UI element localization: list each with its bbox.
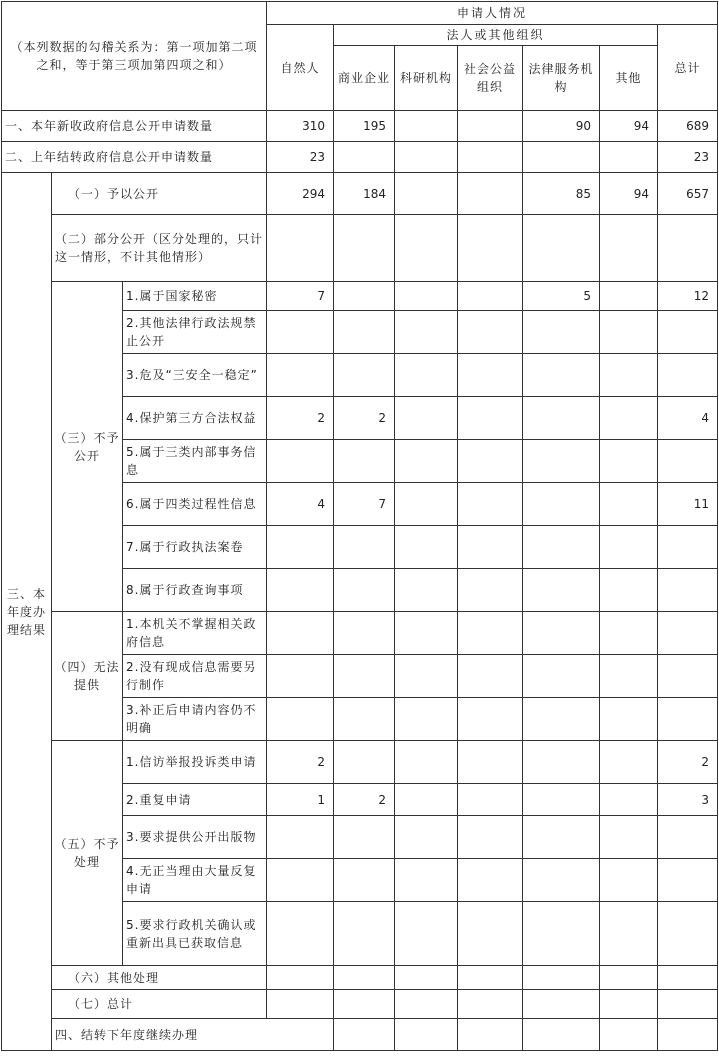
cell-value: 11 [658, 483, 718, 526]
cell-value [600, 526, 658, 569]
row-label: 二、上年结转政府信息公开申请数量 [2, 142, 267, 173]
cell-value [658, 612, 718, 655]
cell-value [523, 311, 600, 354]
cell-value [334, 354, 395, 397]
cell-value [523, 569, 600, 612]
cell-value: 94 [600, 111, 658, 142]
cell-value [658, 902, 718, 966]
cell-value [658, 698, 718, 741]
cell-value [395, 966, 458, 990]
cell-value [395, 698, 458, 741]
cell-value [600, 990, 658, 1019]
cell-value [458, 784, 523, 816]
cell-value [334, 655, 395, 698]
header-legal-person-group: 法人或其他组织 [334, 25, 658, 46]
cell-value [658, 1019, 718, 1051]
cell-value [523, 483, 600, 526]
row-label: 4.无正当理由大量反复申请 [123, 859, 267, 902]
row-label: 4.保护第三方合法权益 [123, 397, 267, 440]
cell-value [658, 569, 718, 612]
cell-value [523, 990, 600, 1019]
row-label: 5.要求行政机关确认或重新出具已获取信息 [123, 902, 267, 966]
cell-value [334, 966, 395, 990]
cell-value [600, 741, 658, 784]
cell-value [334, 990, 395, 1019]
cell-value: 2 [267, 397, 334, 440]
cell-value [395, 397, 458, 440]
cell-value [600, 282, 658, 311]
cell-value [458, 569, 523, 612]
cell-value [458, 816, 523, 859]
cell-value [523, 397, 600, 440]
table-row [2, 173, 718, 215]
cell-value [267, 859, 334, 902]
row-label: （七）总计 [52, 990, 267, 1019]
cell-value [267, 966, 334, 990]
cell-value [334, 902, 395, 966]
group4-label: （四）无法提供 [52, 612, 123, 741]
cell-value [334, 816, 395, 859]
cell-value [334, 142, 395, 173]
cell-value [395, 1019, 458, 1051]
row-label: 6.属于四类过程性信息 [123, 483, 267, 526]
header-total: 总计 [658, 25, 718, 111]
cell-value [523, 1019, 600, 1051]
cell-value: 5 [523, 282, 600, 311]
group5-label: （五）不予处理 [52, 741, 123, 966]
cell-value [395, 569, 458, 612]
cell-value [523, 526, 600, 569]
cell-value [523, 698, 600, 741]
cell-value [458, 282, 523, 311]
cell-value [658, 526, 718, 569]
cell-value: 2 [267, 741, 334, 784]
cell-value [523, 142, 600, 173]
cell-value [458, 440, 523, 483]
cell-value [600, 440, 658, 483]
cell-value [600, 215, 658, 282]
cell-value [334, 440, 395, 483]
cell-value [658, 816, 718, 859]
row-label: 7.属于行政执法案卷 [123, 526, 267, 569]
cell-value [395, 111, 458, 142]
cell-value [458, 526, 523, 569]
cell-value [395, 282, 458, 311]
group3-label: （三）不予公开 [52, 282, 123, 612]
cell-value: 4 [658, 397, 718, 440]
cell-value [658, 440, 718, 483]
cell-value [523, 655, 600, 698]
row-label: 2.没有现成信息需要另行制作 [123, 655, 267, 698]
cell-value: 2 [658, 741, 718, 784]
cell-value: 689 [658, 111, 718, 142]
table-row [2, 966, 718, 990]
cell-value [600, 612, 658, 655]
row-label: 1.本机关不掌握相关政府信息 [123, 612, 267, 655]
cell-value [600, 966, 658, 990]
cell-value [267, 311, 334, 354]
table-row [2, 612, 718, 655]
cell-value [600, 397, 658, 440]
cell-value [267, 215, 334, 282]
cell-value [267, 612, 334, 655]
cell-value [267, 902, 334, 966]
cell-value [600, 1019, 658, 1051]
row-label: 3.补正后申请内容仍不明确 [123, 698, 267, 741]
row-label: 3.危及“三安全一稳定” [123, 354, 267, 397]
cell-value [458, 990, 523, 1019]
cell-value [523, 612, 600, 655]
cell-value [458, 311, 523, 354]
header-legal-service: 法律服务机构 [523, 46, 600, 111]
cell-value: 184 [334, 173, 395, 215]
info-disclosure-table [1, 1, 718, 1051]
header-business: 商业企业 [334, 46, 395, 111]
cell-value [395, 311, 458, 354]
header-applicant-situation: 申请人情况 [267, 2, 718, 25]
table-row [2, 142, 718, 173]
row-label: （二）部分公开（区分处理的，只计这一情形，不计其他情形） [52, 215, 267, 282]
row-label: （一）予以公开 [52, 173, 267, 215]
row-label: 1.信访举报投诉类申请 [123, 741, 267, 784]
cell-value [395, 902, 458, 966]
cell-value: 2 [334, 397, 395, 440]
cell-value [395, 612, 458, 655]
cell-value [395, 142, 458, 173]
cell-value: 4 [267, 483, 334, 526]
cell-value [395, 215, 458, 282]
cell-value [600, 142, 658, 173]
row-label: 2.重复申请 [123, 784, 267, 816]
cell-value [334, 698, 395, 741]
cell-value [658, 859, 718, 902]
row-label: 3.要求提供公开出版物 [123, 816, 267, 859]
row-label: 2.其他法律行政法规禁止公开 [123, 311, 267, 354]
cell-value [458, 215, 523, 282]
row-label: 5.属于三类内部事务信息 [123, 440, 267, 483]
cell-value [523, 784, 600, 816]
cell-value [600, 902, 658, 966]
cell-value [395, 354, 458, 397]
cell-value [523, 215, 600, 282]
cell-value [395, 173, 458, 215]
cell-value [395, 816, 458, 859]
cell-value: 7 [334, 483, 395, 526]
table-row [2, 111, 718, 142]
cell-value: 94 [600, 173, 658, 215]
cell-value [600, 311, 658, 354]
cell-value [458, 655, 523, 698]
cell-value [600, 569, 658, 612]
cell-value [334, 526, 395, 569]
cell-value [267, 526, 334, 569]
cell-value [458, 1019, 523, 1051]
header-note: （本列数据的勾稽关系为：第一项加第二项之和，等于第三项加第四项之和） [2, 2, 267, 111]
cell-value [658, 215, 718, 282]
cell-value: 657 [658, 173, 718, 215]
cell-value [600, 483, 658, 526]
cell-value [334, 612, 395, 655]
cell-value [523, 966, 600, 990]
cell-value [658, 655, 718, 698]
cell-value [658, 990, 718, 1019]
cell-value [600, 698, 658, 741]
cell-value [395, 784, 458, 816]
cell-value [458, 142, 523, 173]
cell-value: 2 [334, 784, 395, 816]
cell-value [267, 990, 334, 1019]
cell-value: 195 [334, 111, 395, 142]
cell-value [458, 698, 523, 741]
cell-value [334, 741, 395, 784]
cell-value [600, 784, 658, 816]
table-row [2, 1019, 718, 1051]
cell-value [523, 440, 600, 483]
cell-value [458, 397, 523, 440]
cell-value [458, 173, 523, 215]
cell-value [458, 741, 523, 784]
cell-value [334, 1019, 395, 1051]
cell-value [523, 902, 600, 966]
table-row [2, 282, 718, 311]
cell-value [395, 990, 458, 1019]
cell-value [267, 440, 334, 483]
cell-value: 90 [523, 111, 600, 142]
cell-value [458, 612, 523, 655]
row-label: 一、本年新收政府信息公开申请数量 [2, 111, 267, 142]
cell-value: 3 [658, 784, 718, 816]
cell-value: 85 [523, 173, 600, 215]
cell-value [334, 311, 395, 354]
cell-value [334, 859, 395, 902]
cell-value [523, 859, 600, 902]
cell-value [395, 655, 458, 698]
cell-value [458, 483, 523, 526]
row-label: 8.属于行政查询事项 [123, 569, 267, 612]
cell-value: 23 [658, 142, 718, 173]
cell-value [658, 966, 718, 990]
cell-value [458, 902, 523, 966]
row-label: 四、结转下年度继续办理 [52, 1019, 334, 1051]
cell-value [523, 354, 600, 397]
cell-value [267, 816, 334, 859]
header-research: 科研机构 [395, 46, 458, 111]
cell-value [334, 215, 395, 282]
cell-value [458, 966, 523, 990]
header-social-org: 社会公益组织 [458, 46, 523, 111]
cell-value: 23 [267, 142, 334, 173]
cell-value [334, 282, 395, 311]
cell-value [523, 741, 600, 784]
cell-value [267, 655, 334, 698]
cell-value [600, 816, 658, 859]
section3-label: 三、本年度办理结果 [2, 173, 52, 1051]
table-row [2, 990, 718, 1019]
cell-value [458, 354, 523, 397]
cell-value [395, 859, 458, 902]
row-label: （六）其他处理 [52, 966, 267, 990]
cell-value [267, 354, 334, 397]
row-label: 1.属于国家秘密 [123, 282, 267, 311]
cell-value [395, 440, 458, 483]
table-row [2, 215, 718, 282]
cell-value [395, 741, 458, 784]
cell-value [267, 698, 334, 741]
cell-value [267, 569, 334, 612]
cell-value: 310 [267, 111, 334, 142]
cell-value [658, 311, 718, 354]
cell-value [658, 354, 718, 397]
cell-value: 7 [267, 282, 334, 311]
cell-value [458, 859, 523, 902]
cell-value: 12 [658, 282, 718, 311]
header-natural-person: 自然人 [267, 25, 334, 111]
table-row [2, 741, 718, 784]
header-other: 其他 [600, 46, 658, 111]
cell-value: 1 [267, 784, 334, 816]
cell-value [458, 111, 523, 142]
cell-value [395, 483, 458, 526]
cell-value [600, 655, 658, 698]
cell-value: 294 [267, 173, 334, 215]
cell-value [600, 859, 658, 902]
cell-value [600, 354, 658, 397]
cell-value [523, 816, 600, 859]
cell-value [334, 569, 395, 612]
cell-value [395, 526, 458, 569]
